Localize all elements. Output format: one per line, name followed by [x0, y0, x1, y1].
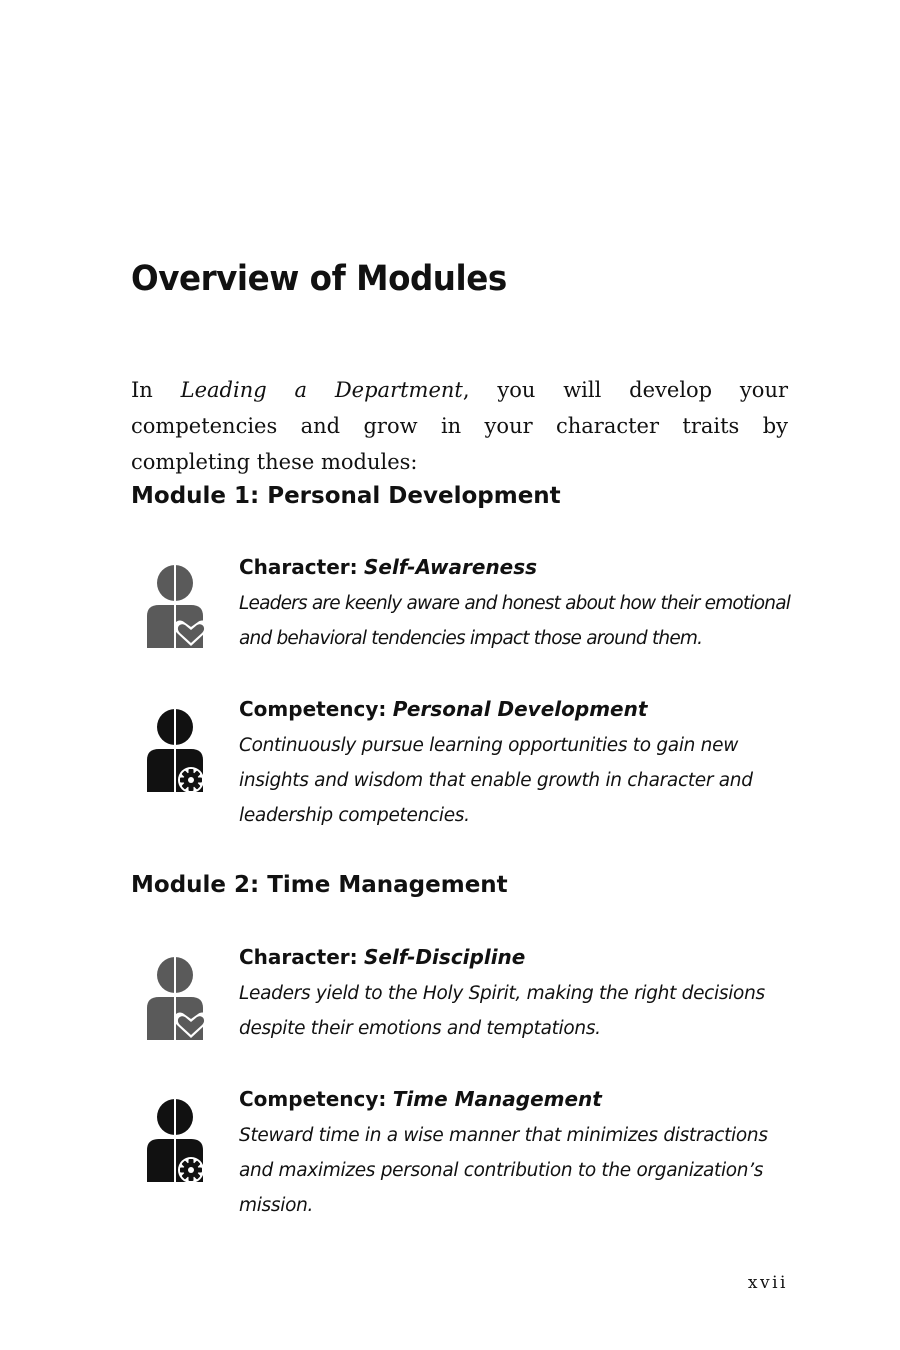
module-1-character-entry	[131, 552, 791, 692]
entry-description: Leaders are keenly aware and honest about how their emotional and behavioral tendencies impact those around them.	[239, 593, 791, 649]
entry-label: Character:	[239, 555, 358, 579]
entry-heading	[239, 552, 794, 582]
intro-before: In	[131, 378, 181, 402]
entry-value: Self-Awareness	[363, 555, 538, 579]
entry-label: Character:	[239, 945, 358, 969]
module-1-competency-entry	[131, 694, 791, 834]
entry-description: Steward time in a wise manner that minimizes distractions and maximizes personal contribution to the organization’s mission.	[239, 1125, 768, 1216]
entry-heading	[239, 694, 794, 724]
module-2-character-entry	[131, 942, 791, 1082]
entry-label: Competency:	[239, 1087, 387, 1111]
person-heart-icon	[145, 956, 207, 1046]
person-gear-icon	[145, 708, 207, 798]
intro-after: , you will develop your competencies and grow in your character traits by completing these modules:	[131, 378, 789, 474]
entry-text	[239, 942, 794, 1046]
entry-label: Competency:	[239, 697, 387, 721]
module-2-competency-entry	[131, 1084, 791, 1224]
intro-paragraph	[131, 372, 788, 480]
page-number: xvii	[747, 1273, 788, 1293]
module-1-heading: Module 1: Personal Development	[131, 483, 561, 509]
entry-text	[239, 1084, 794, 1223]
page-title: Overview of Modules	[131, 259, 507, 299]
entry-value: Time Management	[392, 1087, 602, 1111]
entry-text	[239, 694, 794, 833]
entry-description: Continuously pursue learning opportunities to gain new insights and wisdom that enable growth in character and leadership competencies.	[239, 735, 753, 826]
person-heart-icon	[145, 564, 207, 654]
entry-text	[239, 552, 794, 656]
module-2-heading: Module 2: Time Management	[131, 872, 508, 898]
entry-heading	[239, 942, 794, 972]
intro-book-title: Leading a Department	[180, 378, 463, 402]
entry-heading	[239, 1084, 794, 1114]
entry-description: Leaders yield to the Holy Spirit, making the right decisions despite their emotions and temptations.	[239, 983, 765, 1039]
person-gear-icon	[145, 1098, 207, 1188]
entry-value: Personal Development	[392, 697, 648, 721]
entry-value: Self-Discipline	[363, 945, 526, 969]
